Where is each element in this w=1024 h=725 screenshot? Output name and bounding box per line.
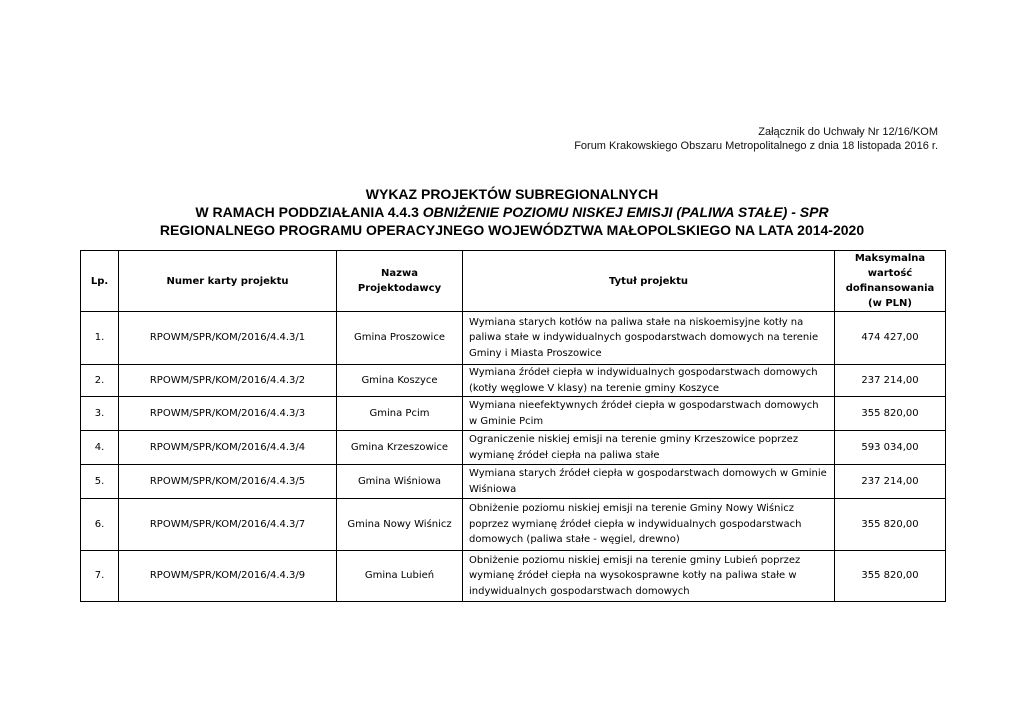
cell-amount: 237 214,00 — [835, 465, 946, 499]
header-applicant: Nazwa Projektodawcy — [337, 251, 463, 312]
cell-applicant: Gmina Koszyce — [337, 365, 463, 397]
cell-lp: 2. — [81, 365, 119, 397]
document-title-line3: REGIONALNEGO PROGRAMU OPERACYJNEGO WOJEWÓDZTWA MAŁOPOLSKIEGO NA LATA 2014-2020 — [159, 222, 865, 238]
table-row — [81, 312, 946, 365]
cell-lp: 6. — [81, 499, 119, 551]
cell-lp: 1. — [81, 312, 119, 365]
cell-applicant: Gmina Lubień — [337, 551, 463, 602]
cell-amount: 593 034,00 — [835, 431, 946, 465]
cell-project-title: Wymiana nieefektywnych źródeł ciepła w gospodarstwach domowych w Gminie Pcim — [463, 397, 835, 431]
table-row — [81, 397, 946, 431]
table-row — [81, 365, 946, 397]
document-title-line2 — [0, 204, 1024, 220]
header-amount-line1: Maksymalna — [854, 253, 926, 264]
cell-project-title: Obniżenie poziomu niskiej emisji na terenie gminy Lubień poprzez wymianę źródeł ciepła na wysokosprawne kotły na paliwa stałe w indywidualnych gospodarstwach domowych — [463, 551, 835, 602]
cell-project-title: Wymiana starych kotłów na paliwa stałe na niskoemisyjne kotły na paliwa stałe w indywidualnych gospodarstwach domowych na terenie Gminy i Miasta Proszowice — [463, 312, 835, 365]
header-lp: Lp. — [81, 251, 119, 312]
cell-amount: 237 214,00 — [835, 365, 946, 397]
table-row — [81, 431, 946, 465]
table-row — [81, 499, 946, 551]
header-max-amount — [835, 251, 946, 312]
title-line2-plain: W RAMACH PODDZIAŁANIA 4.4.3 — [195, 204, 423, 220]
cell-amount: 474 427,00 — [835, 312, 946, 365]
cell-card-number: RPOWM/SPR/KOM/2016/4.4.3/2 — [119, 365, 337, 397]
projects-table — [80, 250, 946, 602]
cell-applicant: Gmina Nowy Wiśnicz — [337, 499, 463, 551]
cell-lp: 3. — [81, 397, 119, 431]
cell-project-title: Obniżenie poziomu niskiej emisji na terenie Gminy Nowy Wiśnicz poprzez wymianę źródeł ciepła w indywidualnych gospodarstwach domowych (paliwa stałe - węgiel, drewno) — [463, 499, 835, 551]
cell-project-title: Wymiana starych źródeł ciepła w gospodarstwach domowych w Gminie Wiśniowa — [463, 465, 835, 499]
cell-amount: 355 820,00 — [835, 499, 946, 551]
cell-card-number: RPOWM/SPR/KOM/2016/4.4.3/3 — [119, 397, 337, 431]
cell-lp: 5. — [81, 465, 119, 499]
cell-card-number: RPOWM/SPR/KOM/2016/4.4.3/9 — [119, 551, 337, 602]
cell-card-number: RPOWM/SPR/KOM/2016/4.4.3/4 — [119, 431, 337, 465]
cell-amount: 355 820,00 — [835, 397, 946, 431]
table-row — [81, 551, 946, 602]
cell-applicant: Gmina Proszowice — [337, 312, 463, 365]
table-header-row — [81, 251, 946, 312]
header-card-number: Numer karty projektu — [119, 251, 337, 312]
header-amount-line2: wartość — [867, 268, 913, 279]
cell-project-title: Wymiana źródeł ciepła w indywidualnych gospodarstwach domowych (kotły węglowe V klasy) na terenie gminy Koszyce — [463, 365, 835, 397]
cell-amount: 355 820,00 — [835, 551, 946, 602]
title-line2-italic: OBNIŻENIE POZIOMU NISKEJ EMISJI (PALIWA STAŁE) - SPR — [422, 204, 829, 220]
cell-lp: 4. — [81, 431, 119, 465]
table-row — [81, 465, 946, 499]
header-amount-line4: (w PLN) — [868, 298, 912, 309]
forum-note: Forum Krakowskiego Obszaru Metropolitalnego z dnia 18 listopada 2016 r. — [574, 140, 938, 152]
header-amount-line3: dofinansowania — [845, 283, 935, 294]
cell-applicant: Gmina Wiśniowa — [337, 465, 463, 499]
cell-applicant: Gmina Pcim — [337, 397, 463, 431]
cell-project-title: Ograniczenie niskiej emisji na terenie gminy Krzeszowice poprzez wymianę źródeł ciepła na paliwa stałe — [463, 431, 835, 465]
header-project-title: Tytuł projektu — [463, 251, 835, 312]
cell-card-number: RPOWM/SPR/KOM/2016/4.4.3/5 — [119, 465, 337, 499]
document-title-line1: WYKAZ PROJEKTÓW SUBREGIONALNYCH — [365, 186, 659, 202]
cell-card-number: RPOWM/SPR/KOM/2016/4.4.3/1 — [119, 312, 337, 365]
cell-card-number: RPOWM/SPR/KOM/2016/4.4.3/7 — [119, 499, 337, 551]
cell-lp: 7. — [81, 551, 119, 602]
attachment-note: Załącznik do Uchwały Nr 12/16/KOM — [758, 126, 938, 138]
cell-applicant: Gmina Krzeszowice — [337, 431, 463, 465]
